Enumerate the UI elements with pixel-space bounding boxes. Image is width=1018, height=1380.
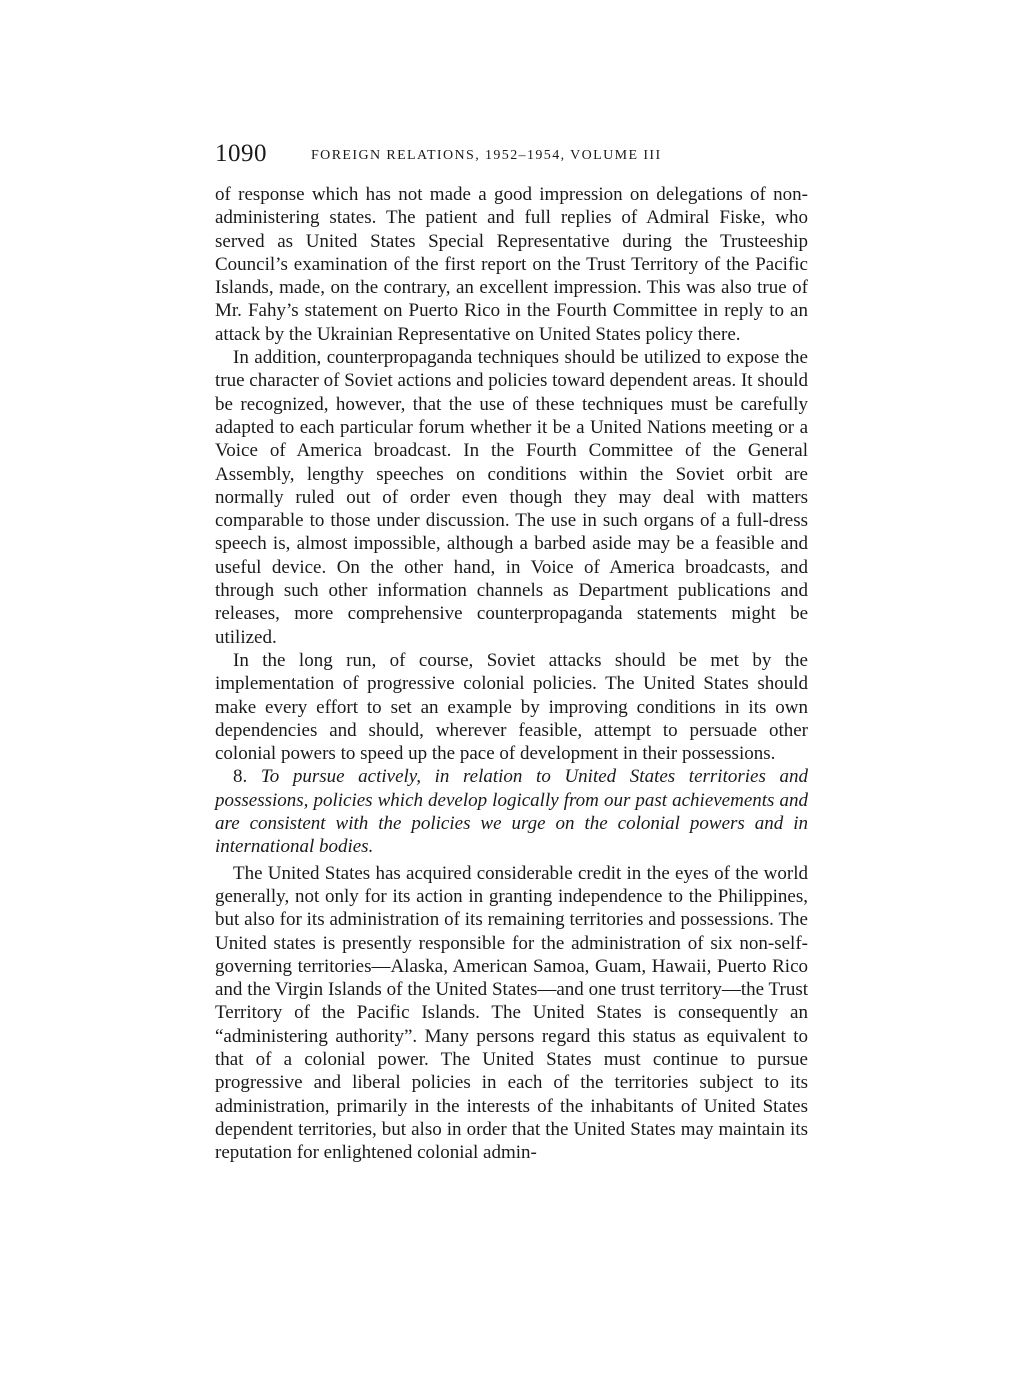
page-number: 1090 — [215, 140, 267, 167]
body-text — [215, 183, 808, 1164]
numbered-item-8 — [215, 765, 808, 858]
document-page — [215, 140, 808, 1164]
running-title: FOREIGN RELATIONS, 1952–1954, VOLUME III — [311, 148, 662, 163]
paragraph-long-run: In the long run, of course, Soviet attacks should be met by the implementation of progressive colonial policies. The United States should make every effort to set an example by improving conditions in its own dependencies and should, wherever feasible, attempt to persuade other colonial powers to speed up the pace of development in their possessions. — [215, 649, 808, 765]
paragraph-counterpropaganda: In addition, counterpropaganda techniques should be utilized to expose the true character of Soviet actions and policies toward dependent areas. It should be recognized, however, that the use of these techniques must be carefully adapted to each particular forum whether it be a United Nations meeting or a Voice of America broadcast. In the Fourth Committee of the General Assembly, lengthy speeches on conditions within the Soviet orbit are normally ruled out of order even though they may deal with matters comparable to those under discussion. The use in such organs of a full-dress speech is, almost impossible, although a barbed aside may be a feasible and useful device. On the other hand, in Voice of America broadcasts, and through such other information channels as Department publications and releases, more comprehensive counterpropaganda statements might be utilized. — [215, 347, 809, 648]
paragraph-united-states-credit: The United States has acquired considerable credit in the eyes of the world generally, not only for its action in granting independence to the Philippines, but also for its administration of its remaining territories and possessions. The United states is presently responsible for the administration of six non-self-governing territories—Alaska, American Samoa, Guam, Hawaii, Puerto Rico and the Virgin Islands of the United States—and one trust territory—the Trust Territory of the Pacific Islands. The United States is consequently an “administering authority”. Many persons regard this status as equivalent to that of a colonial power. The United States must continue to pursue progressive and liberal policies in each of the territories subject to its administration, primarily in the interests of the inhabitants of United States dependent territories, but also in order that the United States may maintain its reputation for enlightened colonial admin- — [215, 862, 808, 1164]
item-heading: To pursue actively, in relation to United States territories and possessions, policies which develop logically from our past achievements and are consistent with the policies we urge on the colonial powers and in international bodies. — [215, 766, 808, 858]
paragraph-continued: of response which has not made a good impression on delegations of non-administering states. The patient and full replies of Admiral Fiske, who served as United States Special Representative during the Trusteeship Council’s examination of the first report on the Trust Territory of the Pacific Islands, made, on the contrary, an excellent impression. This was also true of Mr. Fahy’s statement on Puerto Rico in the Fourth Committee in reply to an attack by the Ukrainian Representative on United States policy there. — [215, 184, 808, 345]
running-head — [215, 140, 808, 174]
item-number: 8. — [233, 766, 248, 788]
